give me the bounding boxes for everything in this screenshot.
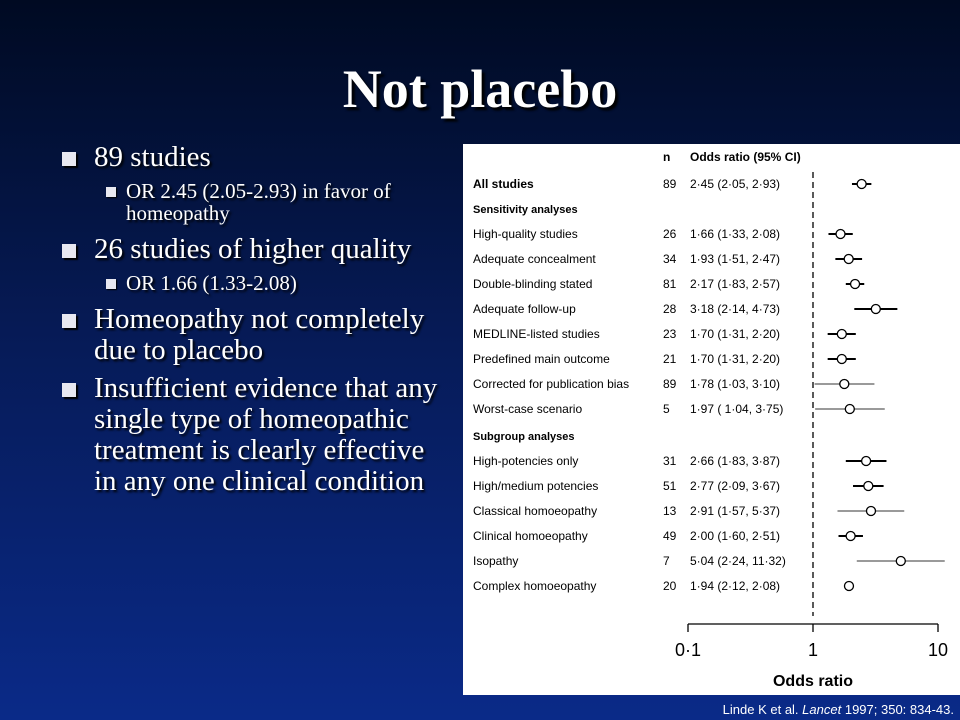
row-label: Complex homoeopathy bbox=[473, 579, 597, 593]
row-n: 5 bbox=[663, 402, 670, 416]
row-n: 89 bbox=[663, 177, 677, 191]
or-point bbox=[846, 532, 855, 541]
slide-title: Not placebo bbox=[342, 59, 618, 119]
or-point bbox=[837, 355, 846, 364]
or-point bbox=[844, 255, 853, 264]
x-tick-label: 10 bbox=[927, 640, 949, 660]
row-label: Adequate follow-up bbox=[473, 302, 576, 316]
sub-bullet-or-all: OR 2.45 (2.05-2.93) in favor of homeopathy bbox=[106, 180, 450, 224]
row-n: 34 bbox=[663, 252, 677, 266]
row-label: All studies bbox=[473, 177, 534, 191]
or-point bbox=[851, 280, 860, 289]
row-or-text: 5·04 (2·24, 11·32) bbox=[690, 554, 786, 568]
or-point bbox=[845, 405, 854, 414]
row-or-text: 1·78 (1·03, 3·10) bbox=[690, 377, 781, 391]
bullet-list bbox=[60, 142, 450, 504]
citation-details: 1997; 350: 834-43. bbox=[844, 702, 954, 717]
or-point bbox=[864, 482, 873, 491]
citation bbox=[723, 702, 954, 717]
row-or-text: 1·97 ( 1·04, 3·75) bbox=[690, 402, 784, 416]
col-header-n: n bbox=[663, 150, 671, 164]
or-point bbox=[871, 305, 880, 314]
row-n: 89 bbox=[663, 377, 677, 391]
sub-bullet-or-high-quality: OR 1.66 (1.33-2.08) bbox=[106, 272, 450, 294]
or-point bbox=[857, 180, 866, 189]
row-n: 81 bbox=[663, 277, 677, 291]
row-label: Corrected for publication bias bbox=[473, 377, 630, 391]
citation-authors: Linde K et al. bbox=[722, 702, 799, 717]
row-or-text: 2·91 (1·57, 5·37) bbox=[690, 504, 781, 518]
row-or-text: 2·45 (2·05, 2·93) bbox=[690, 177, 781, 191]
row-or-text: 1·66 (1·33, 2·08) bbox=[690, 227, 781, 241]
row-n: 7 bbox=[663, 554, 670, 568]
row-n: 23 bbox=[663, 327, 677, 341]
row-or-text: 2·17 (1·83, 2·57) bbox=[690, 277, 781, 291]
or-point bbox=[836, 230, 845, 239]
or-point bbox=[840, 380, 849, 389]
row-n: 51 bbox=[663, 479, 677, 493]
row-or-text: 3·18 (2·14, 4·73) bbox=[690, 302, 781, 316]
x-axis-label: Odds ratio bbox=[772, 673, 854, 690]
row-label: Adequate concealment bbox=[473, 252, 596, 266]
row-n: 13 bbox=[663, 504, 677, 518]
row-or-text: 1·70 (1·31, 2·20) bbox=[690, 327, 781, 341]
section-heading: Subgroup analyses bbox=[473, 431, 575, 443]
row-or-text: 1·70 (1·31, 2·20) bbox=[690, 352, 781, 366]
row-n: 26 bbox=[663, 227, 677, 241]
row-label: High/medium potencies bbox=[473, 479, 599, 493]
row-n: 31 bbox=[663, 454, 677, 468]
row-n: 49 bbox=[663, 529, 677, 543]
forest-plot bbox=[463, 144, 960, 695]
row-n: 21 bbox=[663, 352, 677, 366]
row-label: Double-blinding stated bbox=[473, 277, 593, 291]
or-point bbox=[866, 507, 875, 516]
row-or-text: 1·93 (1·51, 2·47) bbox=[690, 252, 781, 266]
row-label: Isopathy bbox=[473, 554, 519, 568]
bullet-not-placebo: Homeopathy not completely due to placebo bbox=[60, 304, 450, 366]
bullet-insufficient-evidence: Insufficient evidence that any single type of homeopathic treatment is clearly effective in any one clinical condition bbox=[60, 373, 450, 497]
or-point bbox=[837, 330, 846, 339]
row-n: 20 bbox=[663, 579, 677, 593]
row-label: MEDLINE-listed studies bbox=[473, 327, 600, 341]
x-tick-label: 0·1 bbox=[674, 640, 702, 660]
row-or-text: 2·77 (2·09, 3·67) bbox=[690, 479, 781, 493]
row-or-text: 1·94 (2·12, 2·08) bbox=[690, 579, 781, 593]
bullet-89-studies: 89 studies bbox=[60, 142, 450, 173]
bullet-26-studies: 26 studies of higher quality bbox=[60, 234, 450, 265]
or-point bbox=[862, 457, 871, 466]
col-header-or: Odds ratio (95% CI) bbox=[690, 150, 801, 164]
row-label: Clinical homoeopathy bbox=[473, 529, 588, 543]
row-label: Worst-case scenario bbox=[473, 402, 583, 416]
row-label: High-quality studies bbox=[473, 227, 578, 241]
row-label: Classical homoeopathy bbox=[473, 504, 598, 518]
row-or-text: 2·00 (1·60, 2·51) bbox=[690, 529, 781, 543]
or-point bbox=[844, 582, 853, 591]
or-point bbox=[896, 557, 905, 566]
forest-plot-panel bbox=[463, 144, 960, 695]
row-label: Predefined main outcome bbox=[473, 352, 610, 366]
x-tick-label: 1 bbox=[807, 640, 819, 660]
citation-journal: Lancet bbox=[802, 702, 842, 717]
section-heading: Sensitivity analyses bbox=[473, 204, 578, 216]
row-label: High-potencies only bbox=[473, 454, 579, 468]
row-or-text: 2·66 (1·83, 3·87) bbox=[690, 454, 781, 468]
row-n: 28 bbox=[663, 302, 677, 316]
